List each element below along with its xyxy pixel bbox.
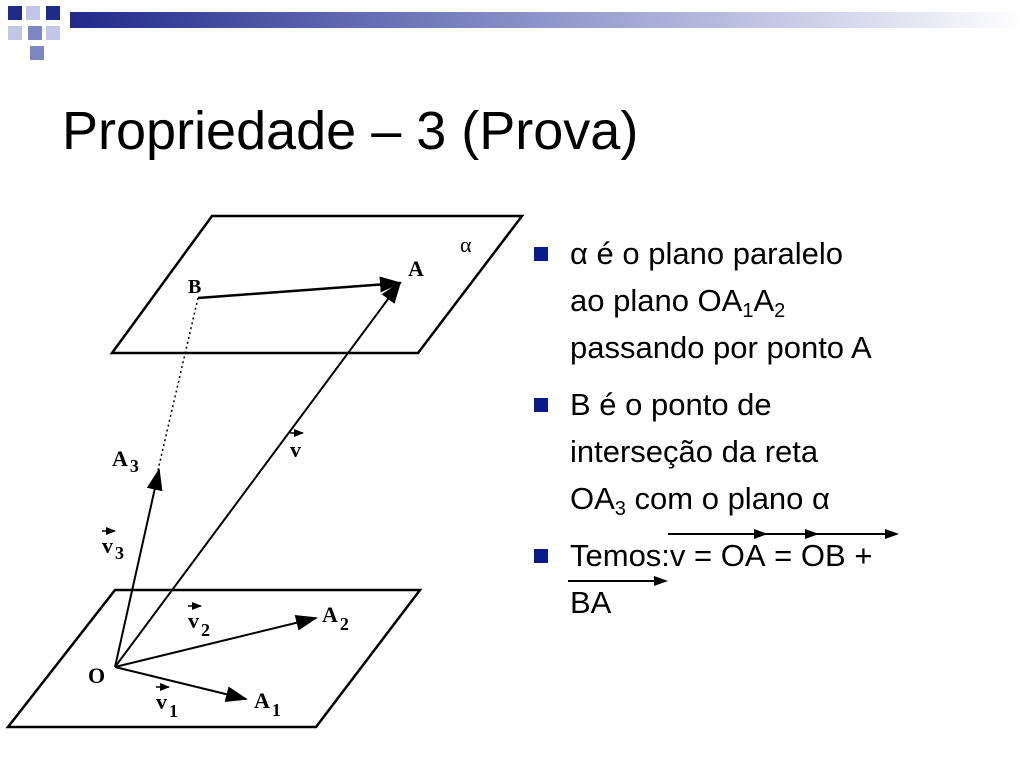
label-v: v: [290, 437, 301, 462]
title-decoration: [0, 0, 1024, 70]
slide-title: Propriedade – 3 (Prova): [62, 101, 639, 161]
accent-square: [46, 26, 60, 40]
label-a3: A $_3$: [112, 446, 139, 476]
plane-base: [8, 590, 420, 727]
vector-v-text: v: [669, 538, 686, 573]
vector-oa-text: OA: [720, 538, 766, 573]
label-v3: v $_3$: [102, 533, 124, 563]
bullet-text: passando por ponto A: [570, 330, 872, 365]
accent-square: [26, 6, 40, 20]
bullet-text: B é o ponto de: [570, 387, 772, 422]
bullet-list: [534, 230, 1004, 636]
vector-v1: [115, 667, 246, 699]
vector-ba-term: [570, 579, 611, 626]
label-o: O: [88, 663, 106, 688]
vector-v-term: [670, 532, 686, 579]
bullet-text: A: [753, 283, 775, 318]
vector-ob-term: [801, 532, 846, 579]
bullet-text: Temos:: [570, 538, 670, 573]
bullet-text: OA: [570, 481, 615, 516]
vector-arrow: [799, 528, 899, 540]
vector-ba: [198, 283, 400, 298]
bullet-item: [534, 230, 1004, 371]
bullet-text: α é o plano paralelo: [570, 236, 844, 271]
plus-sign: +: [845, 538, 873, 573]
label-v2: v $_2$: [188, 608, 210, 640]
equals-sign: =: [685, 538, 721, 573]
vector-oa-term: [721, 532, 766, 579]
accent-square: [8, 26, 22, 40]
subscript: 2: [774, 300, 786, 322]
bullet-text: ao plano OA: [570, 283, 743, 318]
vector-ob-text: OB: [800, 538, 846, 573]
vector-ba-text: BA: [570, 585, 612, 620]
bullet-item: [534, 381, 1004, 522]
vector-arrow: [568, 575, 668, 587]
vector-planes-diagram: [0, 200, 540, 768]
label-v1: v $_1$: [156, 689, 178, 721]
subscript: 3: [614, 498, 626, 520]
dotted-line-b-a3: [158, 298, 198, 470]
label-alpha: α: [460, 232, 472, 257]
bullet-text: interseção da reta: [570, 434, 819, 469]
label-a2: A $_2$: [322, 602, 349, 634]
accent-square: [28, 26, 42, 40]
bullet-item: [534, 532, 1004, 626]
accent-square: [30, 46, 44, 60]
bullet-text: com o plano α: [625, 481, 830, 516]
label-b: B: [188, 276, 202, 298]
subscript: 1: [742, 300, 754, 322]
label-a: A: [408, 256, 424, 281]
label-a1: A $_1$: [254, 688, 281, 720]
accent-bar: [70, 12, 1024, 28]
equals-sign: =: [765, 538, 801, 573]
accent-square: [46, 6, 60, 20]
accent-square: [8, 6, 22, 20]
